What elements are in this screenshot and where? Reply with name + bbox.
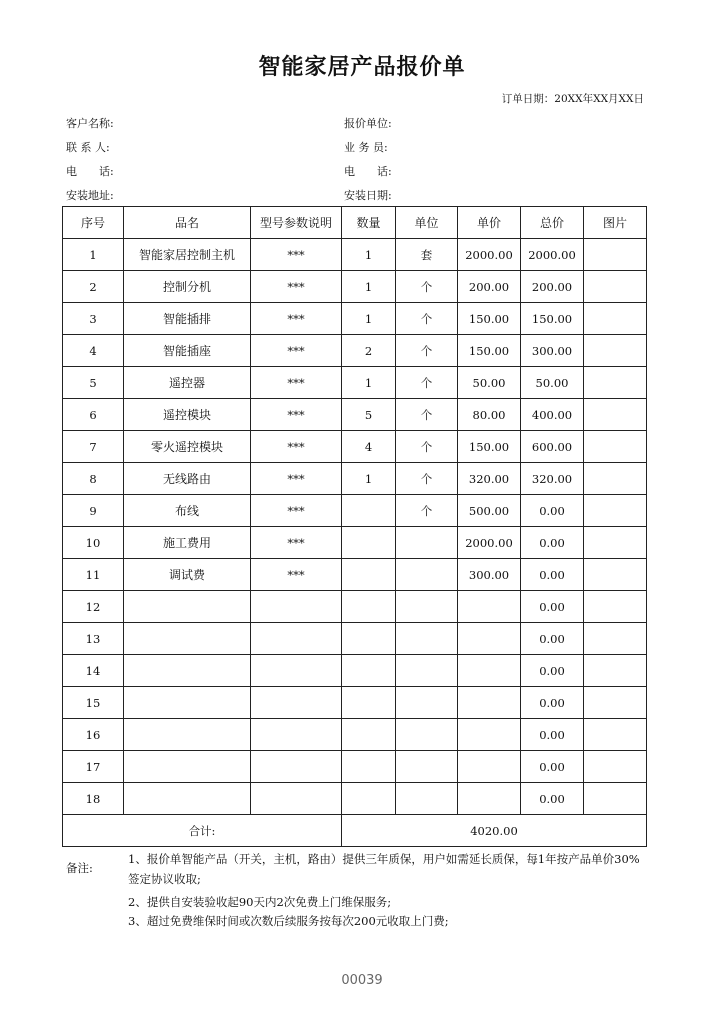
unit-price-cell: 300.00 [458,559,521,591]
quantity-cell: 4 [342,431,396,463]
unit-price-cell: 80.00 [458,399,521,431]
model-spec-cell [251,687,342,719]
product-name-cell: 控制分机 [124,271,251,303]
total-value: 4020.00 [342,815,647,847]
product-name-cell: 智能插排 [124,303,251,335]
total-price-cell: 200.00 [521,271,584,303]
total-price-cell: 0.00 [521,751,584,783]
order-date: 订单日期：20XX年XX月XX日 [501,93,644,105]
customer-phone-label: 电 话: [66,165,114,178]
model-spec-cell [251,751,342,783]
table-row [63,239,647,271]
model-spec-cell: *** [251,463,342,495]
table-row [63,495,647,527]
product-name-cell: 遥控器 [124,367,251,399]
note-item: 3、超过免费维保时间或次数后续服务按每次200元收取上门费; [128,914,449,928]
total-price-cell: 300.00 [521,335,584,367]
document-title: 智能家居产品报价单 [258,55,466,80]
table-row [63,399,647,431]
image-cell [584,463,647,495]
total-price-cell: 0.00 [521,591,584,623]
product-name-cell [124,719,251,751]
quantity-cell: 1 [342,239,396,271]
row-number-cell: 13 [63,623,124,655]
quantity-cell [342,527,396,559]
model-spec-cell: *** [251,431,342,463]
header-cell: 数量 [342,207,396,239]
quantity-cell: 2 [342,335,396,367]
table-row [63,367,647,399]
total-price-cell: 0.00 [521,719,584,751]
unit-price-cell: 150.00 [458,335,521,367]
unit-cell: 套 [396,239,458,271]
unit-cell: 个 [396,431,458,463]
quantity-cell [342,783,396,815]
product-name-cell: 遥控模块 [124,399,251,431]
row-number-cell: 11 [63,559,124,591]
unit-cell: 个 [396,335,458,367]
product-name-cell: 零火遥控模块 [124,431,251,463]
row-number-cell: 15 [63,687,124,719]
total-price-cell: 400.00 [521,399,584,431]
table-row [63,655,647,687]
model-spec-cell: *** [251,559,342,591]
row-number-cell: 18 [63,783,124,815]
unit-cell [396,591,458,623]
total-price-cell: 320.00 [521,463,584,495]
product-name-cell: 智能家居控制主机 [124,239,251,271]
unit-price-cell [458,623,521,655]
image-cell [584,495,647,527]
image-cell [584,335,647,367]
table-row [63,783,647,815]
row-number-cell: 9 [63,495,124,527]
image-cell [584,591,647,623]
unit-price-cell: 2000.00 [458,239,521,271]
unit-cell: 个 [396,367,458,399]
table-row [63,751,647,783]
unit-cell: 个 [396,495,458,527]
quoting-company-label: 报价单位: [344,117,392,130]
quantity-cell: 1 [342,367,396,399]
image-cell [584,271,647,303]
image-cell [584,367,647,399]
product-name-cell: 施工费用 [124,527,251,559]
product-name-cell [124,687,251,719]
unit-price-cell [458,751,521,783]
row-number-cell: 17 [63,751,124,783]
table-row [63,335,647,367]
model-spec-cell [251,783,342,815]
unit-cell [396,719,458,751]
model-spec-cell: *** [251,303,342,335]
row-number-cell: 8 [63,463,124,495]
total-price-cell: 600.00 [521,431,584,463]
image-cell [584,783,647,815]
unit-price-cell: 150.00 [458,431,521,463]
quantity-cell [342,687,396,719]
unit-price-cell: 2000.00 [458,527,521,559]
image-cell [584,687,647,719]
row-number-cell: 2 [63,271,124,303]
quantity-cell [342,751,396,783]
model-spec-cell: *** [251,239,342,271]
table-row [63,687,647,719]
unit-price-cell: 150.00 [458,303,521,335]
quantity-cell [342,495,396,527]
table-header-row [63,207,647,239]
install-date-label: 安装日期: [344,189,392,202]
quantity-cell: 1 [342,303,396,335]
header-cell: 总价 [521,207,584,239]
unit-cell [396,559,458,591]
total-price-cell: 0.00 [521,527,584,559]
product-name-cell [124,591,251,623]
unit-price-cell [458,687,521,719]
unit-cell [396,527,458,559]
unit-cell [396,687,458,719]
quantity-cell: 1 [342,463,396,495]
model-spec-cell [251,623,342,655]
unit-price-cell [458,655,521,687]
image-cell [584,399,647,431]
model-spec-cell [251,655,342,687]
image-cell [584,527,647,559]
product-name-cell: 智能插座 [124,335,251,367]
product-name-cell [124,751,251,783]
table-row [63,623,647,655]
quantity-cell [342,719,396,751]
contact-person-label: 联 系 人: [66,141,110,154]
header-cell: 图片 [584,207,647,239]
unit-price-cell: 500.00 [458,495,521,527]
total-price-cell: 0.00 [521,783,584,815]
row-number-cell: 3 [63,303,124,335]
total-price-cell: 0.00 [521,495,584,527]
model-spec-cell: *** [251,495,342,527]
header-cell: 单价 [458,207,521,239]
total-price-cell: 2000.00 [521,239,584,271]
total-price-cell: 0.00 [521,623,584,655]
row-number-cell: 10 [63,527,124,559]
model-spec-cell: *** [251,335,342,367]
install-address-label: 安装地址: [66,189,114,202]
unit-cell: 个 [396,399,458,431]
row-number-cell: 7 [63,431,124,463]
row-number-cell: 12 [63,591,124,623]
row-number-cell: 1 [63,239,124,271]
unit-price-cell [458,783,521,815]
header-cell: 序号 [63,207,124,239]
page-number: 00039 [341,973,383,988]
unit-cell: 个 [396,271,458,303]
table-body [63,239,647,815]
image-cell [584,751,647,783]
table-row [63,463,647,495]
total-label: 合计: [63,815,342,847]
table-row [63,719,647,751]
row-number-cell: 4 [63,335,124,367]
image-cell [584,623,647,655]
total-price-cell: 50.00 [521,367,584,399]
table-row [63,527,647,559]
total-row [63,815,647,847]
total-price-cell: 150.00 [521,303,584,335]
image-cell [584,559,647,591]
model-spec-cell: *** [251,271,342,303]
table-row [63,431,647,463]
image-cell [584,719,647,751]
table-row [63,271,647,303]
header-cell: 品名 [124,207,251,239]
table-row [63,303,647,335]
unit-price-cell: 50.00 [458,367,521,399]
image-cell [584,655,647,687]
quantity-cell: 1 [342,271,396,303]
row-number-cell: 6 [63,399,124,431]
model-spec-cell: *** [251,527,342,559]
image-cell [584,239,647,271]
image-cell [584,431,647,463]
header-cell: 单位 [396,207,458,239]
product-name-cell: 调试费 [124,559,251,591]
total-price-cell: 0.00 [521,559,584,591]
product-name-cell [124,783,251,815]
model-spec-cell: *** [251,367,342,399]
product-name-cell: 无线路由 [124,463,251,495]
quote-table [62,206,647,847]
note-item: 2、提供自安装验收起90天内2次免费上门维保服务; [128,895,392,909]
unit-cell: 个 [396,463,458,495]
row-number-cell: 16 [63,719,124,751]
model-spec-cell [251,719,342,751]
company-phone-label: 电 话: [344,165,392,178]
image-cell [584,303,647,335]
product-name-cell [124,623,251,655]
unit-cell [396,751,458,783]
header-cell: 型号参数说明 [251,207,342,239]
quantity-cell [342,591,396,623]
quantity-cell [342,623,396,655]
table-row [63,559,647,591]
notes-label: 备注: [66,861,93,875]
total-price-cell: 0.00 [521,687,584,719]
row-number-cell: 14 [63,655,124,687]
unit-cell [396,655,458,687]
quantity-cell: 5 [342,399,396,431]
unit-price-cell [458,591,521,623]
product-name-cell [124,655,251,687]
unit-price-cell: 320.00 [458,463,521,495]
total-price-cell: 0.00 [521,655,584,687]
model-spec-cell [251,591,342,623]
table-row [63,591,647,623]
unit-price-cell [458,719,521,751]
customer-name-label: 客户名称: [66,117,114,130]
unit-cell [396,623,458,655]
product-name-cell: 布线 [124,495,251,527]
quantity-cell [342,559,396,591]
unit-cell: 个 [396,303,458,335]
note-item: 1、报价单智能产品（开关，主机，路由）提供三年质保，用户如需延长质保，每1年按产品单价30%签定协议收取; [128,852,640,886]
model-spec-cell: *** [251,399,342,431]
unit-price-cell: 200.00 [458,271,521,303]
row-number-cell: 5 [63,367,124,399]
salesperson-label: 业 务 员: [344,141,388,154]
quantity-cell [342,655,396,687]
unit-cell [396,783,458,815]
